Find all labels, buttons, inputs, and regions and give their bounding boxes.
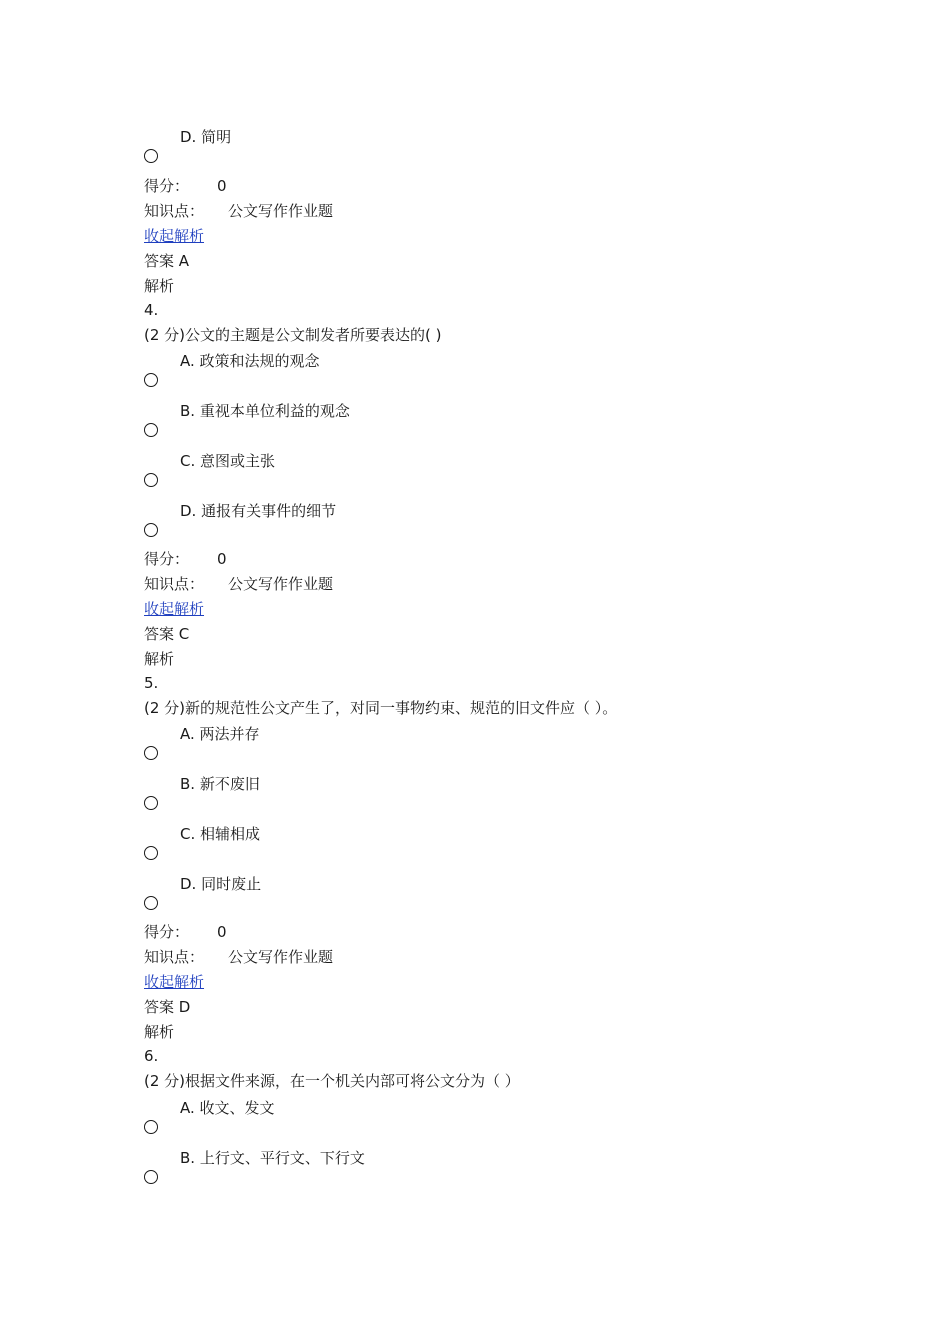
q3-knowledge-value: 公文写作作业题 [228,202,334,220]
q6-number: 6. [144,1047,159,1065]
q5-score-value: 0 [217,923,227,941]
knowledge-label: 知识点： [144,202,205,220]
q6-option-b-label: B. 上行文、平行文、下行文 [180,1149,365,1167]
score-label: 得分： [144,550,190,568]
q4-collapse-analysis-link[interactable]: 收起解析 [144,600,205,618]
q6-option-a-radio[interactable] [144,1120,158,1134]
q4-option-c-label: C. 意图或主张 [180,452,276,470]
q5-number: 5. [144,674,159,692]
q3-knowledge-row [144,201,333,221]
q5-analysis-label: 解析 [144,1023,175,1041]
q4-score-value: 0 [217,550,227,568]
q3-answer: 答案 A [144,252,190,270]
q5-score-row [144,922,227,942]
q5-option-b-label: B. 新不废旧 [180,775,260,793]
q4-knowledge-row [144,574,333,594]
q4-knowledge-value: 公文写作作业题 [228,575,334,593]
knowledge-label: 知识点： [144,575,205,593]
score-label: 得分： [144,923,190,941]
q5-collapse-analysis-link[interactable]: 收起解析 [144,973,205,991]
q6-stem: (2 分)根据文件来源，在一个机关内部可将公文分为（ ） [144,1072,520,1090]
q4-score-row [144,549,227,569]
q5-knowledge-row [144,947,333,967]
q3-score-row [144,176,227,196]
q5-option-d-radio[interactable] [144,896,158,910]
q4-option-b-radio[interactable] [144,423,158,437]
q5-option-c-label: C. 相辅相成 [180,825,261,843]
q5-option-b-radio[interactable] [144,796,158,810]
q4-answer: 答案 C [144,625,190,643]
q3-option-d-label: D. 简明 [180,128,232,146]
q5-stem: (2 分)新的规范性公文产生了，对同一事物约束、规范的旧文件应（ ）。 [144,699,618,717]
q4-option-d-radio[interactable] [144,523,158,537]
q5-answer: 答案 D [144,998,191,1016]
q4-option-a-radio[interactable] [144,373,158,387]
q4-option-b-label: B. 重视本单位利益的观念 [180,402,350,420]
knowledge-label: 知识点： [144,948,205,966]
q4-option-c-radio[interactable] [144,473,158,487]
q3-score-value: 0 [217,177,227,195]
q6-option-b-radio[interactable] [144,1170,158,1184]
q5-option-c-radio[interactable] [144,846,158,860]
score-label: 得分： [144,177,190,195]
q6-option-a-label: A. 收文、发文 [180,1099,275,1117]
q5-option-a-radio[interactable] [144,746,158,760]
q5-option-a-label: A. 两法并存 [180,725,260,743]
q4-stem: (2 分)公文的主题是公文制发者所要表达的( ) [144,326,442,344]
q4-number: 4. [144,301,159,319]
q5-option-d-label: D. 同时废止 [180,875,262,893]
q4-analysis-label: 解析 [144,650,175,668]
q5-knowledge-value: 公文写作作业题 [228,948,334,966]
q4-option-a-label: A. 政策和法规的观念 [180,352,320,370]
q4-option-d-label: D. 通报有关事件的细节 [180,502,337,520]
q3-collapse-analysis-link[interactable]: 收起解析 [144,227,205,245]
q3-analysis-label: 解析 [144,277,175,295]
q3-option-d-radio[interactable] [144,149,158,163]
